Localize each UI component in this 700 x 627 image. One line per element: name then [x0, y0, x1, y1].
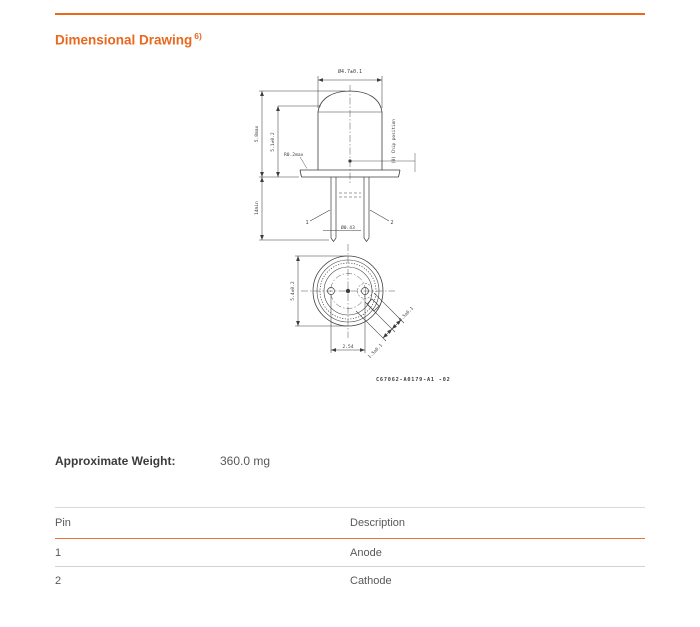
dim-body-diameter: 5.4±0.2 [291, 281, 296, 301]
dimensional-drawing [243, 60, 483, 390]
pin-description-cell: Cathode [350, 574, 392, 587]
dim-cap-diameter: Ø4.7±0.1 [337, 69, 363, 75]
page-title [55, 31, 202, 48]
pin-number-cell: 2 [55, 574, 62, 587]
table-row [55, 539, 645, 567]
pin2-callout: 2 [390, 220, 394, 226]
section-divider-rule [55, 13, 645, 15]
page-title-text: Dimensional Drawing [55, 32, 193, 48]
column-header-pin: Pin [55, 517, 71, 529]
dim-pin-pitch: 2.54 [342, 345, 354, 350]
dim-cap-height: 5.1±0.2 [271, 132, 276, 152]
bottom-view [301, 244, 395, 338]
dim-lead-length: 14min [255, 201, 260, 215]
pin-description-table [55, 507, 645, 594]
table-header-row [55, 508, 645, 539]
pin-description-cell: Anode [350, 546, 382, 559]
chip-position-label: (0) Chip position [392, 119, 397, 164]
bottom-view-dimensions [295, 256, 404, 353]
pin-number-cell: 1 [55, 546, 62, 559]
approximate-weight-value: 360.0 mg [220, 454, 271, 468]
dim-lead-diameter: Ø0.43 [341, 226, 355, 231]
drawing-number: C67062-A0179-A1 -02 [376, 377, 451, 383]
dim-flange-radius: R0.2max [284, 153, 304, 158]
table-row [55, 567, 645, 594]
dim-total-height: 5.8max [255, 125, 260, 143]
side-view [300, 85, 415, 242]
approximate-weight-label: Approximate Weight: [55, 454, 176, 468]
pin1-callout: 1 [305, 220, 309, 226]
technical-drawing-svg [243, 60, 483, 390]
column-header-description: Description [350, 517, 406, 529]
dim-tab-width: 0.5±0.1 [398, 306, 415, 323]
dim-tab-length: 1.5±0.1 [367, 343, 384, 360]
side-view-dimensions [259, 76, 389, 240]
footnote-marker: 6) [194, 31, 202, 41]
